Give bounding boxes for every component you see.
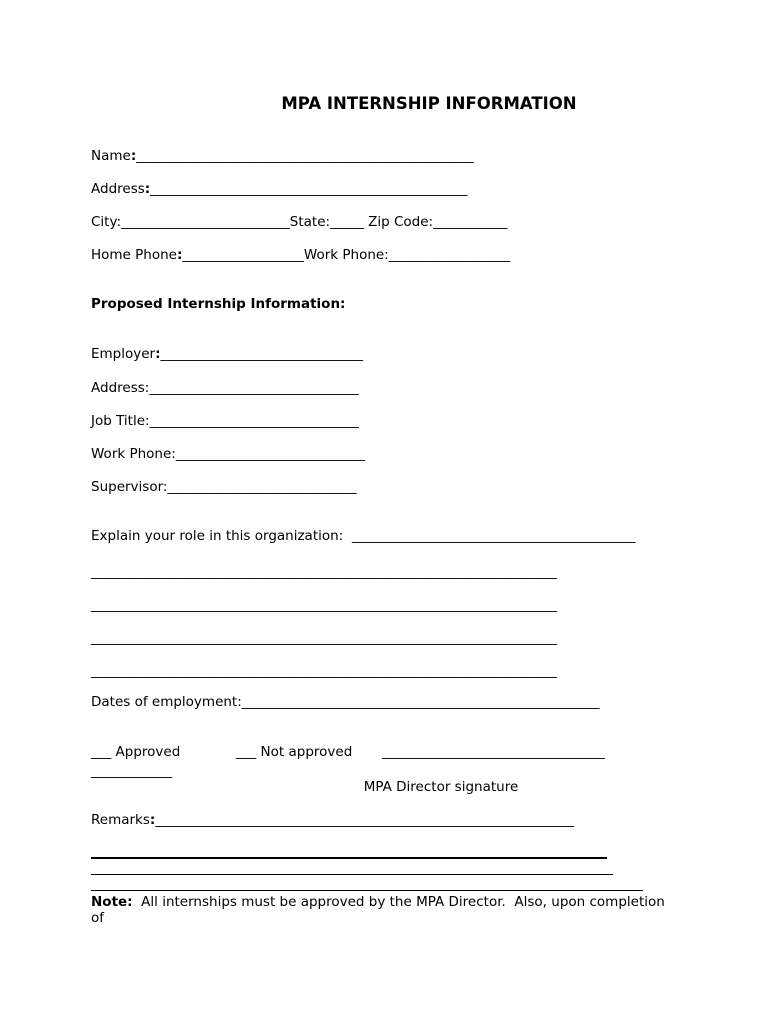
not-approved-label: Not approved — [256, 744, 353, 760]
zip-label: Zip Code: — [363, 214, 434, 230]
address-field[interactable]: Address:_______________________________________________ — [91, 181, 468, 197]
role-line[interactable]: _____________________________________________________________________ — [91, 597, 557, 613]
remarks-label: Remarks — [91, 812, 150, 828]
divider — [91, 890, 643, 891]
role-line[interactable]: _____________________________________________________________________ — [91, 663, 557, 679]
city-state-zip-line — [91, 214, 507, 230]
page-title: MPA INTERNSHIP INFORMATION — [281, 94, 577, 113]
signature-blank-wrap[interactable]: ____________ — [91, 763, 172, 779]
employer-field[interactable]: Employer:______________________________ — [91, 346, 364, 362]
signature-blank[interactable]: _________________________________ — [382, 744, 605, 760]
not-approved-option[interactable] — [236, 744, 352, 760]
dates-label: Dates of employment: — [91, 694, 242, 710]
employer-address-blank[interactable]: _______________________________ — [149, 380, 359, 396]
state-label: State: — [289, 214, 331, 230]
remarks-line[interactable] — [91, 874, 613, 875]
employer-address-field[interactable] — [91, 380, 359, 396]
work-phone-blank[interactable]: __________________ — [388, 247, 511, 263]
section-heading: Proposed Internship Information: — [91, 296, 346, 312]
supervisor-field[interactable] — [91, 479, 356, 495]
dates-field[interactable] — [91, 694, 600, 710]
name-field[interactable]: Name:__________________________________________________ — [91, 148, 474, 164]
approved-blank[interactable]: ___ — [91, 744, 112, 760]
role-line[interactable]: _____________________________________________________________________ — [91, 564, 557, 580]
home-phone-blank[interactable]: __________________ — [182, 247, 304, 263]
name-label: Name — [91, 148, 131, 164]
name-blank[interactable]: __________________________________________________ — [136, 148, 474, 164]
address-blank[interactable]: _______________________________________________ — [150, 181, 468, 197]
employer-work-phone-blank[interactable]: ____________________________ — [175, 446, 365, 462]
note-label: Note: — [91, 894, 133, 910]
employer-label: Employer — [91, 346, 156, 362]
role-blank[interactable]: __________________________________________ — [351, 528, 636, 544]
note — [91, 894, 665, 910]
supervisor-label: Supervisor: — [91, 479, 168, 495]
approved-option[interactable] — [91, 744, 180, 760]
not-approved-blank[interactable]: ___ — [236, 744, 257, 760]
note-text-wrap: of — [91, 910, 105, 926]
note-text: All internships must be approved by the MPA Director. Also, upon completion — [132, 894, 665, 910]
signature-caption: MPA Director signature — [363, 779, 519, 795]
address-label: Address — [91, 181, 145, 197]
state-blank[interactable]: _____ — [330, 214, 364, 230]
employer-work-phone-field[interactable] — [91, 446, 365, 462]
dates-blank[interactable]: _____________________________________________________ — [241, 694, 600, 710]
employer-work-phone-label: Work Phone: — [91, 446, 176, 462]
home-phone-label: Home Phone — [91, 247, 177, 263]
remarks-blank[interactable]: ______________________________________________________________ — [155, 812, 574, 828]
role-line[interactable]: _____________________________________________________________________ — [91, 630, 557, 646]
job-title-label: Job Title: — [91, 413, 150, 429]
approved-label: Approved — [111, 744, 181, 760]
city-blank[interactable]: _________________________ — [121, 214, 290, 230]
employer-address-label: Address: — [91, 380, 150, 396]
remarks-field[interactable]: Remarks:______________________________________________________________ — [91, 812, 574, 828]
job-title-field[interactable] — [91, 413, 359, 429]
supervisor-blank[interactable]: ____________________________ — [167, 479, 357, 495]
employer-blank[interactable]: ______________________________ — [160, 346, 364, 362]
city-label: City: — [91, 214, 122, 230]
remarks-line[interactable] — [91, 857, 607, 859]
job-title-blank[interactable]: _______________________________ — [149, 413, 359, 429]
zip-blank[interactable]: ___________ — [433, 214, 508, 230]
role-field[interactable] — [91, 528, 635, 544]
phone-line: Home Phone:__________________Work Phone:__________________ — [91, 247, 511, 263]
role-label: Explain your role in this organization: — [91, 528, 352, 544]
work-phone-label: Work Phone: — [303, 247, 389, 263]
